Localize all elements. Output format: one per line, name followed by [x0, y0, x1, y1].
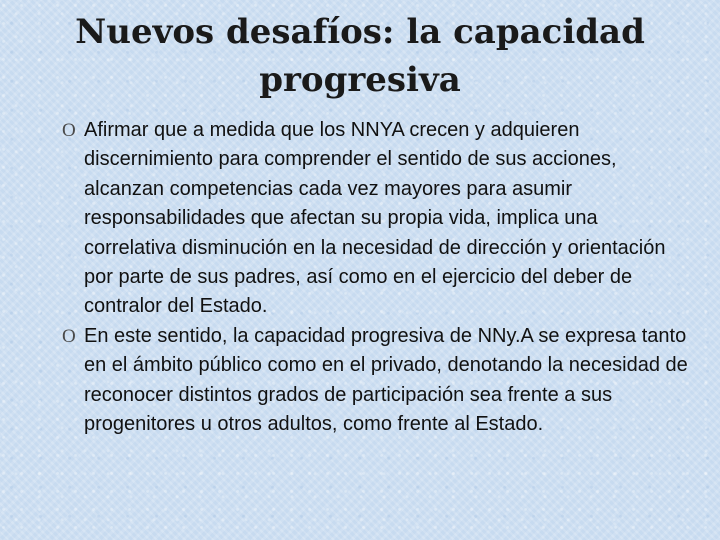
bullet-list [62, 116, 692, 439]
bullet-item [62, 322, 692, 440]
bullet-text: En este sentido, la capacidad progresiva de NNy.A se expresa tanto en el ámbito público como en el privado, denotando la necesidad de reconocer distintos grados de participación sea frente a sus progenitores u otros adultos, como frente al Estado. [84, 324, 688, 436]
bullet-marker-icon: O [62, 120, 76, 141]
bullet-marker-icon: O [62, 325, 76, 347]
bullet-item [62, 116, 692, 322]
slide-title: Nuevos desafíos: la capacidad progresiva [75, 12, 645, 100]
bullet-text: Afirmar que a medida que los NNYA crecen y adquieren discernimiento para comprender el sentido de sus acciones, alcanzan competencias cada vez mayores para asumir responsabilidades que afectan su propia vida, implica una correlativa disminución en la necesidad de dirección y orientación por parte de sus padres, así como en el ejercicio del deber de contralor del Estado. [84, 119, 666, 318]
